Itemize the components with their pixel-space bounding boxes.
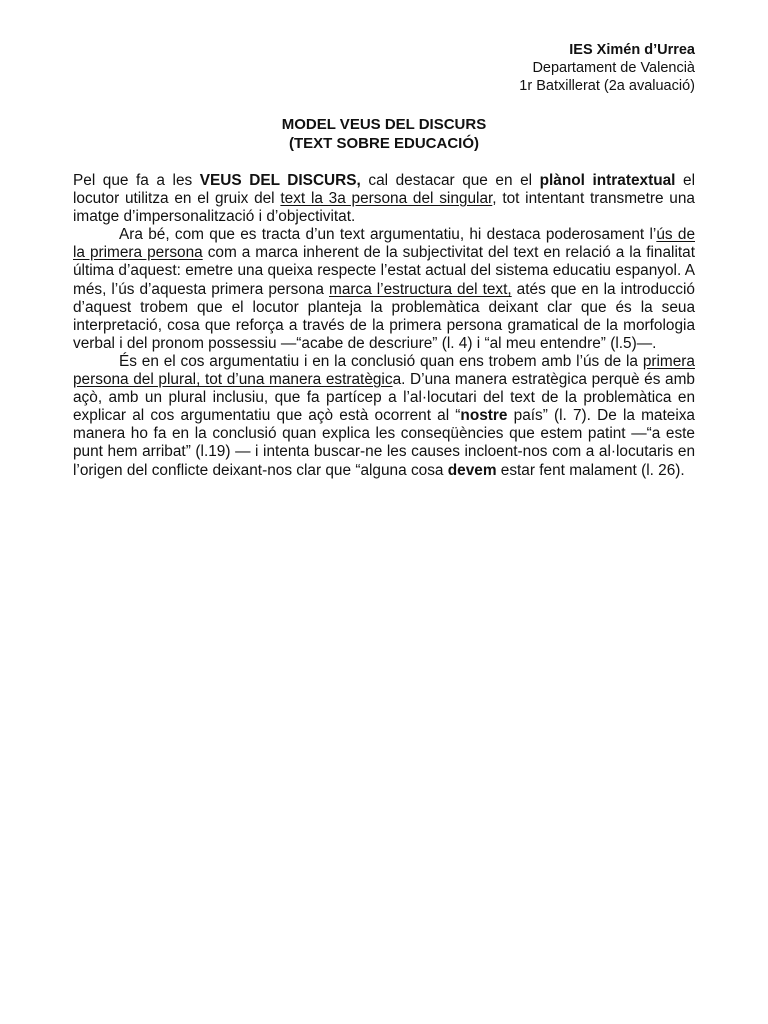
text-run: cal destacar que en el [360,172,540,189]
text-run: És en el cos argumentatiu i en la conclusió quan ens trobem amb l’ús de la [119,352,643,370]
bold-text: devem [447,461,497,479]
text-run: Ara bé, com que es tracta d’un text argumentatiu, hi destaca poderosament l’ [119,226,657,244]
school-name: IES Ximén d’Urrea [569,42,695,58]
text-run: com a marca inherent de la subjectivitat del text en relació a la finalitat última d’aquest: emetre una queixa respecte l’estat actual del sistema educatiu espanyol. A més, l’ús d’aquesta primera persona [73,244,695,298]
text-run: , tot intentant transmetre una imatge d’impersonalització i d’objectivitat. [73,190,695,226]
text-run: país” (l. 7). De la mateixa manera ho fa en la conclusió quan explica les conseqüències que estem patint —“a este punt hem arribat” (l.19) — i intenta buscar-ne les causes incloent-nos com a al·locutaris en l’origen del conflicte deixant-nos clar que “alguna cosa [73,407,695,479]
bold-text: nostre [460,407,508,425]
underlined-text: marca l’estructura del text, [329,280,512,298]
title-line-2: (TEXT SOBRE EDUCACIÓ) [288,135,479,152]
document-title [0,115,768,153]
bold-text: VEUS DEL DISCURS, [199,172,361,189]
underlined-text: ús de la primera persona [73,226,695,262]
underlined-text: primera persona del plural, tot d’una manera estratègic [73,352,695,389]
text-run: atés que en la introducció d’aquest trobem que el locutor planteja la problemàtica deixant clar que és la seua interpretació, cosa que reforça a través de la primera persona gramatical de la morfologia verbal i del pronom possessiu —“acabe de descriure” (l. 4) i “al meu entendre” (l.5)—. [73,280,695,352]
title-line-1: MODEL VEUS DEL DISCURS [281,116,487,133]
text-run: estar fent malament (l. 26). [496,461,685,479]
paragraph-2 [73,226,695,353]
document-body [73,172,695,480]
department-name: Departament de Valencià [532,60,695,76]
text-run: a. D’una manera estratègica perquè és amb açò, amb un plural inclusiu, que fa partícep a l’al·locutari del text de la problemàtica en explicar al cos argumentatiu que açò està ocorrent al “ [73,371,695,425]
paragraph-3 [73,353,695,480]
underlined-text: text la 3a persona del singular [280,190,493,208]
paragraph-1 [73,172,695,226]
text-run: Pel que fa a les [73,172,200,189]
course-name: 1r Batxillerat (2a avaluació) [519,78,695,94]
text-run: el locutor utilitza en el gruix del [73,172,695,208]
document-header [519,41,695,95]
bold-text: plànol intratextual [539,172,676,189]
